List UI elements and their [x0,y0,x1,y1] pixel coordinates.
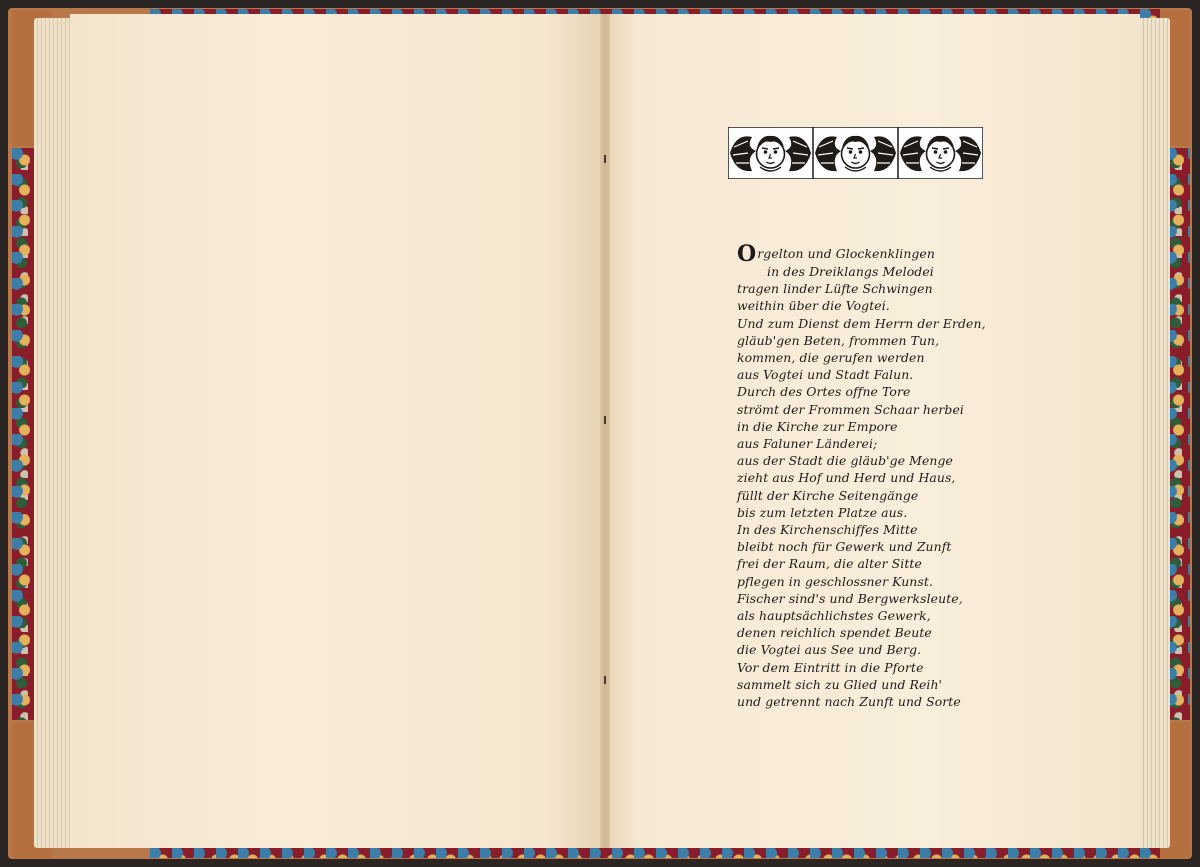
cherub-head-icon [813,127,898,179]
poem-line: In des Kirchenschiffes Mitte [737,522,918,538]
poem-line: bleibt noch für Gewerk und Zunft [737,539,952,555]
poem-line: denen reichlich spendet Beute [737,625,932,641]
poem-line: und getrennt nach Zunft und Sorte [737,694,961,710]
binding-stitch [604,416,606,424]
cherub-frieze-icon [728,127,984,179]
poem-line: Und zum Dienst dem Herrn der Erden, [737,315,986,331]
marbled-board-left [12,148,36,720]
left-page [70,14,602,848]
poem-line: aus Vogtei und Stadt Falun. [737,367,914,383]
poem-line: als hauptsächlichstes Gewerk, [737,608,931,624]
poem-line: Vor dem Eintritt in die Pforte [737,659,924,675]
poem-line: die Vogtei aus See und Berg. [737,642,922,658]
poem-line: sammelt sich zu Glied und Reih' [737,676,943,692]
poem-line: Fischer sind's und Bergwerksleute, [737,590,963,606]
poem-line: aus der Stadt die gläub'ge Menge [737,453,953,469]
poem-line: Durch des Ortes offne Tore [737,384,911,400]
poem-line: kommen, die gerufen werden [737,350,925,366]
binding-stitch [604,676,606,684]
poem-line: tragen linder Lüfte Schwingen [737,281,933,297]
poem-line: füllt der Kirche Seitengänge [737,487,919,503]
cherub-head-icon [898,127,983,179]
poem-line: bis zum letzten Platze aus. [737,504,908,520]
poem-line-first-rest: rgelton und Glockenklingen [757,246,935,261]
binding-stitch [604,155,606,163]
poem-line: weithin über die Vogtei. [737,298,890,314]
poem-line: gläub'gen Beten, frommen Tun, [737,332,940,348]
poem-line: pflegen in geschlossner Kunst. [737,573,933,589]
poem-line: in des Dreiklangs Melodei [767,264,934,279]
cherub-head-icon [728,127,813,179]
poem-line: in die Kirche zur Empore [737,418,898,434]
poem-line: aus Faluner Länderei; [737,436,878,452]
poem-line: zieht aus Hof und Herd und Haus, [737,470,956,486]
poem-line-first [737,241,997,267]
drop-cap: O [737,241,757,267]
poem-line: strömt der Frommen Schaar herbei [737,401,964,417]
poem-text [737,241,997,710]
book-gutter [600,14,610,848]
poem-line: frei der Raum, die alter Sitte [737,556,922,572]
marbled-board-bottom [150,848,1160,858]
